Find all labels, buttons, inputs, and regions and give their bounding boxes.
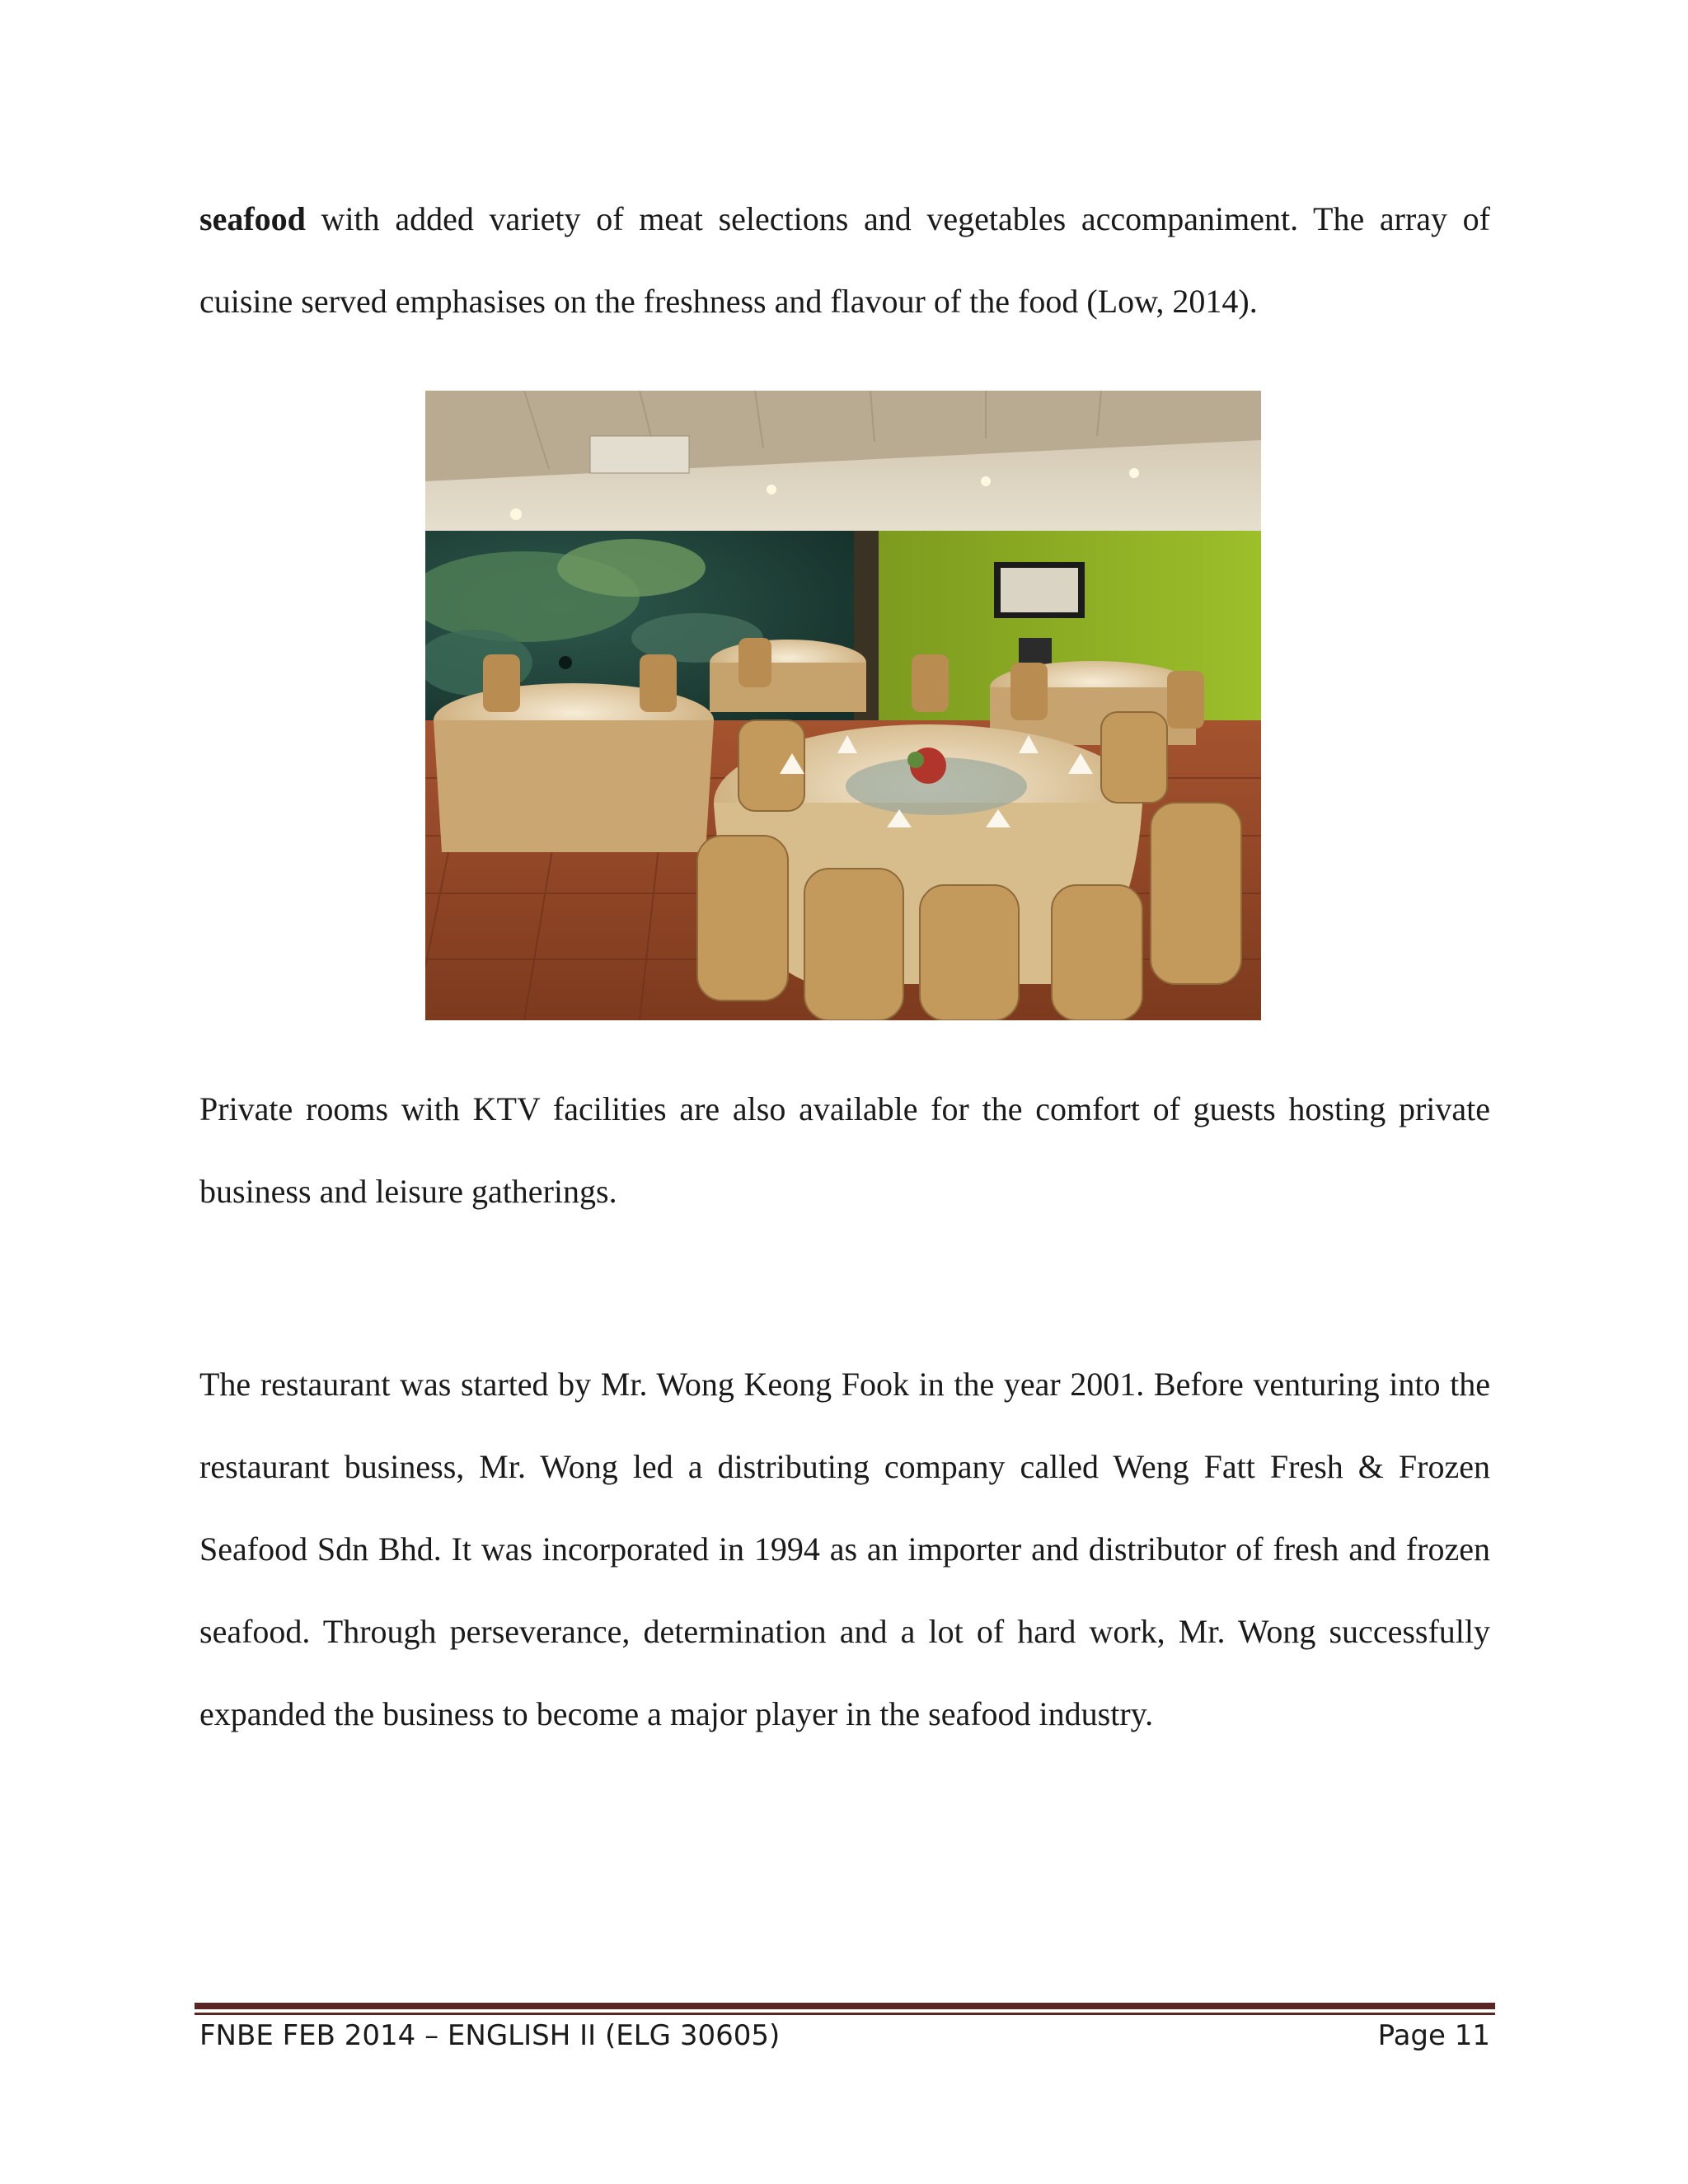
paragraph-cuisine [199,178,1490,343]
footer-course-label: FNBE FEB 2014 – ENGLISH II (ELG 30605) [199,2019,781,2052]
footer-rule [195,2003,1495,2009]
paragraph-cuisine-text: with added variety of meat selections and vegetables accompaniment. The array of cuisine served emphasises on the freshness and flavour of the food (Low, 2014). [199,200,1490,320]
paragraph-private-rooms: Private rooms with KTV facilities are also available for the comfort of guests hosting private business and leisure gatherings. [199,1090,1490,1210]
paragraph-restaurant-history: The restaurant was started by Mr. Wong Keong Fook in the year 2001. Before venturing into the restaurant business, Mr. Wong led a distributing company called Weng Fatt Fresh & Frozen Seafood Sdn Bhd. It was incorporated in 1994 as an importer and distributor of fresh and frozen seafood. Through perseverance, determination and a lot of hard work, Mr. Wong successfully expanded the business to become a major player in the seafood industry. [199,1366,1490,1732]
page-number: Page 11 [1377,2019,1490,2052]
bold-term-seafood: seafood [199,200,306,237]
restaurant-dining-room-photo [425,391,1261,1020]
